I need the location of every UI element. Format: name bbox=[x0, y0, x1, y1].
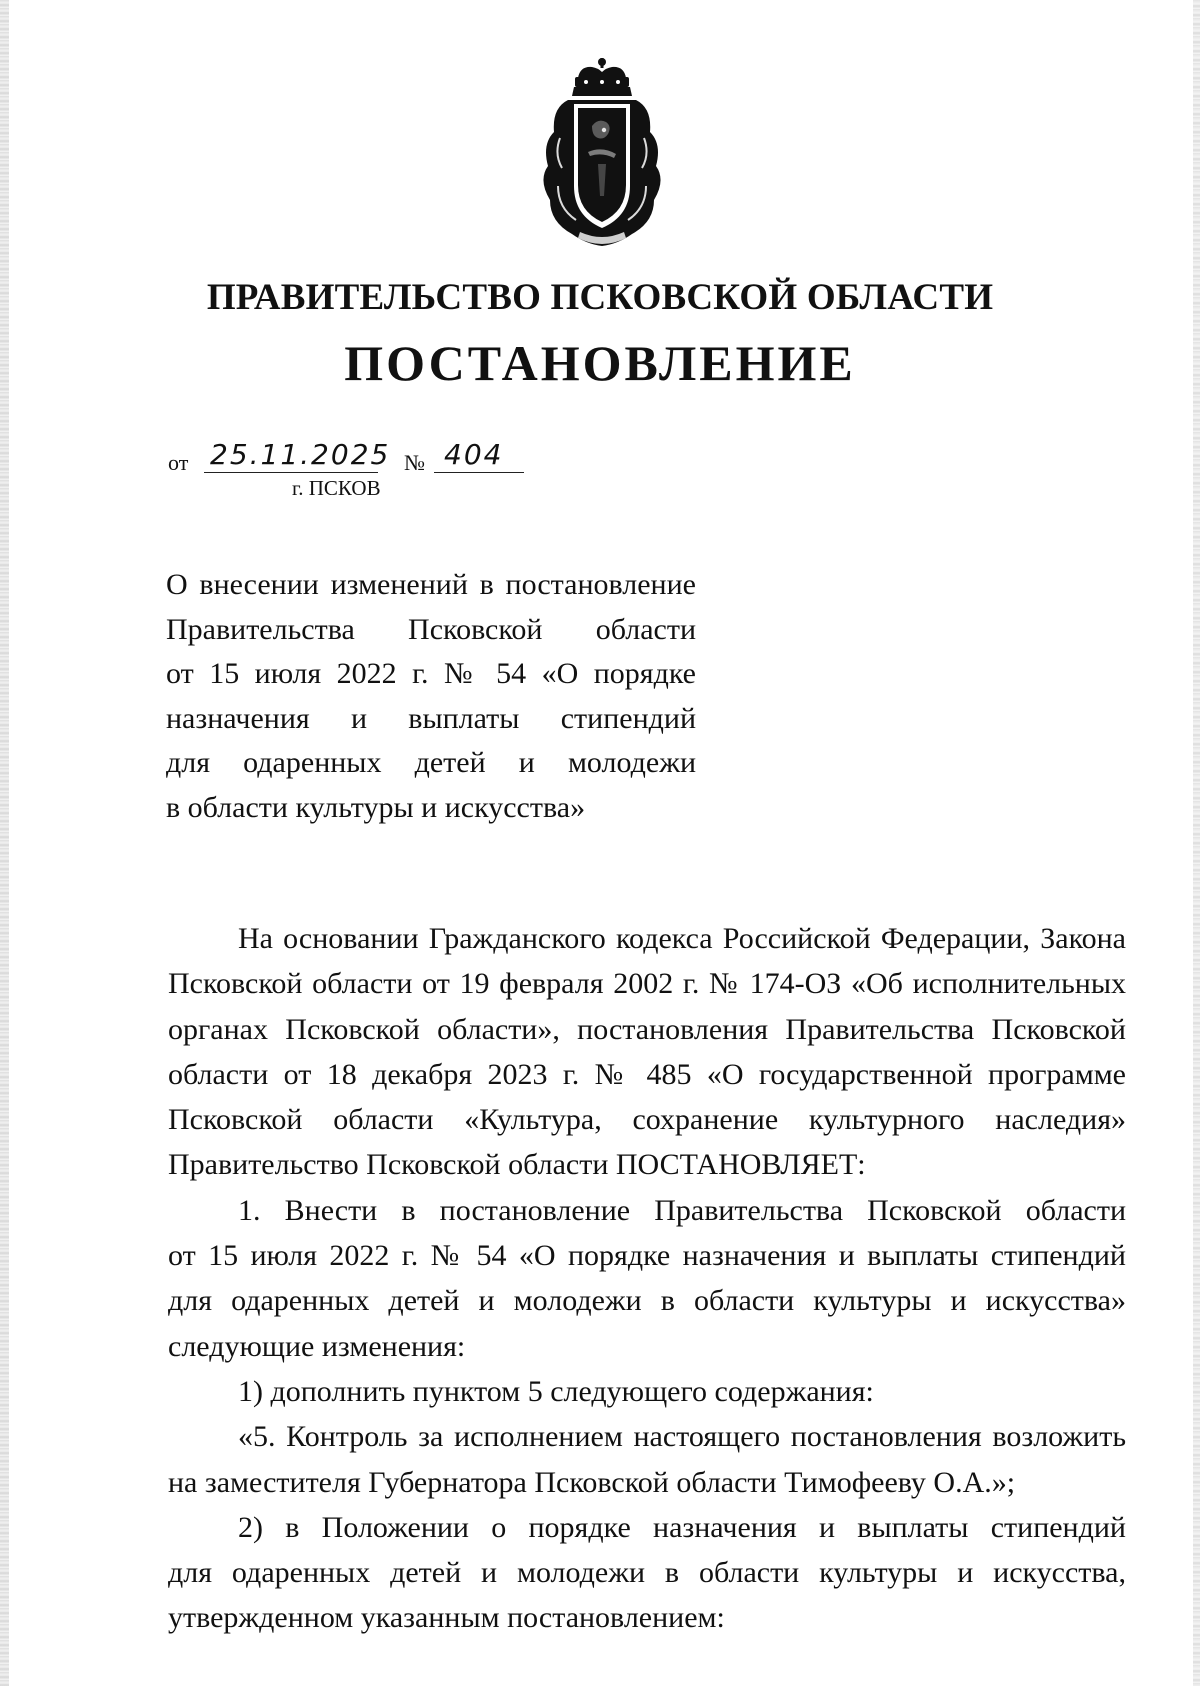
government-title: ПРАВИТЕЛЬСТВО ПСКОВСКОЙ ОБЛАСТИ bbox=[206, 277, 994, 318]
document-type: ПОСТАНОВЛЕНИЕ bbox=[344, 335, 856, 391]
subject-line: для одаренных детей и молодежи bbox=[166, 746, 696, 779]
document-subject bbox=[166, 563, 696, 830]
subject-line: в области культуры и искусства» bbox=[166, 790, 586, 824]
body-line: на заместителя Губернатора Псковской области Тимофееву О.А.»; bbox=[168, 1465, 1016, 1499]
date-prefix: от bbox=[168, 450, 189, 475]
body-line: 2) в Положении о порядке назначения и выплаты стипендий bbox=[238, 1510, 1126, 1544]
scan-edge-right bbox=[1193, 0, 1200, 1686]
subject-line: от 15 июля 2022 г. № 54 «О порядке bbox=[166, 657, 696, 690]
subject-line: назначения и выплаты стипендий bbox=[166, 701, 696, 735]
body-line: утвержденном указанным постановлением: bbox=[168, 1601, 725, 1635]
document-number: 404 bbox=[434, 436, 524, 473]
document-body bbox=[168, 916, 1126, 1641]
body-line: Правительство Псковской области ПОСТАНОВЛЯЕТ: bbox=[168, 1148, 866, 1182]
body-line: Псковской области «Культура, сохранение культурного наследия» bbox=[168, 1103, 1126, 1137]
body-line: 1. Внести в постановление Правительства Псковской области bbox=[238, 1193, 1126, 1227]
body-line: от 15 июля 2022 г. № 54 «О порядке назначения и выплаты стипендий bbox=[168, 1239, 1126, 1273]
body-line: для одаренных детей и молодежи в области культуры и искусства, bbox=[168, 1556, 1126, 1590]
number-sign: № bbox=[404, 450, 425, 475]
body-line: Псковской области от 19 февраля 2002 г. № 174-ОЗ «Об исполнительных bbox=[168, 967, 1126, 1001]
body-line: На основании Гражданского кодекса Российской Федерации, Закона bbox=[238, 922, 1126, 955]
body-line: следующие изменения: bbox=[168, 1329, 466, 1363]
document-date: 25.11.2025 bbox=[204, 436, 378, 473]
body-line: 1) дополнить пунктом 5 следующего содержания: bbox=[238, 1374, 874, 1408]
coat-of-arms-icon bbox=[528, 56, 676, 252]
subject-line: Правительства Псковской области bbox=[166, 612, 696, 646]
body-line: для одаренных детей и молодежи в области культуры и искусства» bbox=[168, 1284, 1126, 1318]
city-label: г. ПСКОВ bbox=[292, 476, 381, 500]
subject-line: О внесении изменений в постановление bbox=[166, 568, 696, 601]
scan-edge-left bbox=[0, 0, 9, 1686]
body-line: органах Псковской области», постановления Правительства Псковской bbox=[168, 1012, 1126, 1046]
body-line: «5. Контроль за исполнением настоящего постановления возложить bbox=[238, 1420, 1126, 1454]
body-line: области от 18 декабря 2023 г. № 485 «О государственной программе bbox=[168, 1057, 1126, 1091]
